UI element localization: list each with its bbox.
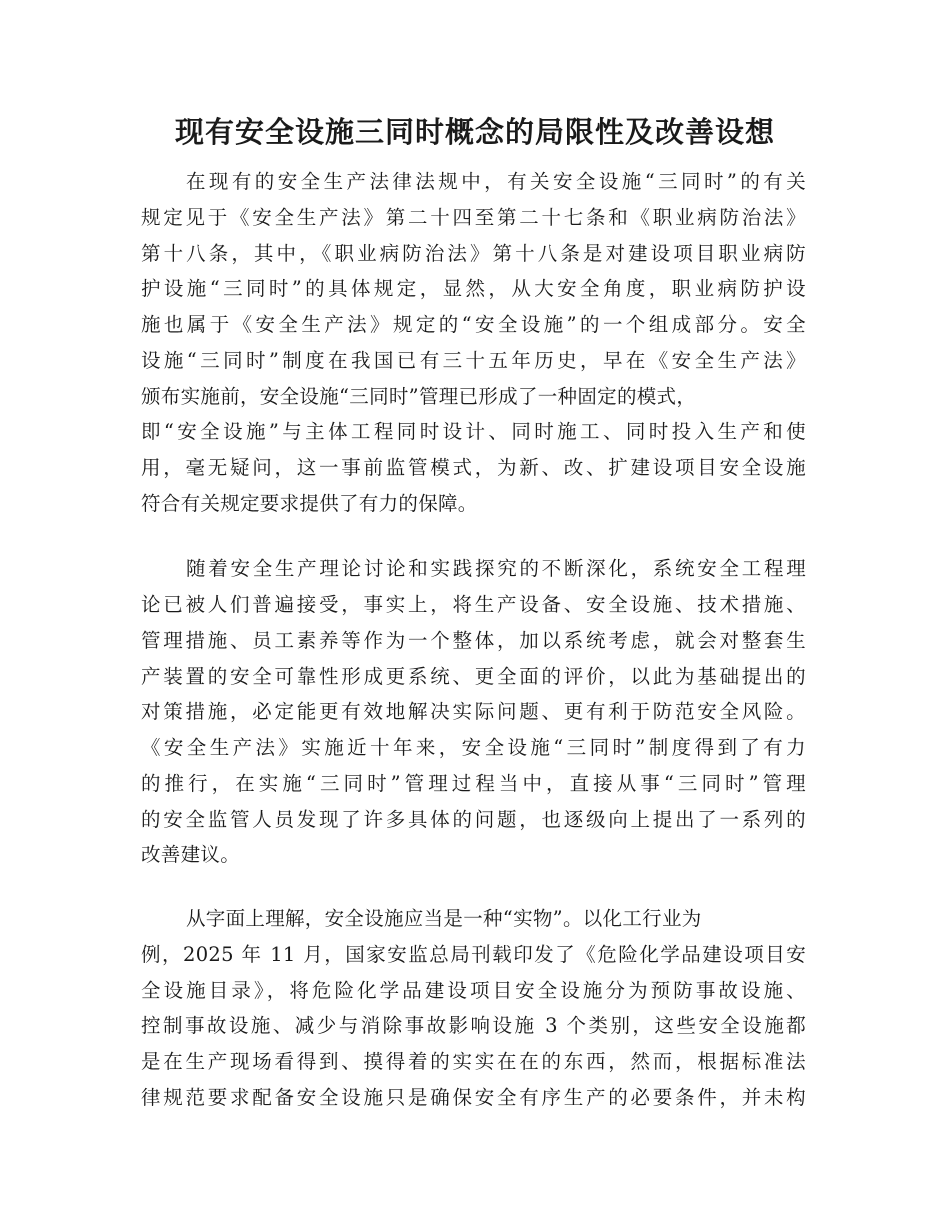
paragraph-3-line-3: 全设施目录》，将危险化学品建设项目安全设施分为预防事故设施、 xyxy=(141,979,806,1002)
paragraph-3-line-2: 例，2025 年 11 月，国家安监总局刊载印发了《危险化学品建设项目安 xyxy=(141,943,806,966)
paragraph-1-line-9: 用，毫无疑问，这一事前监管模式，为新、改、扩建设项目安全设施 xyxy=(141,456,806,479)
paragraph-1-line-10: 符合有关规定要求提供了有力的保障。 xyxy=(141,492,478,515)
paragraph-2-line-8: 的安全监管人员发现了许多具体的问题，也逐级向上提出了一系列的 xyxy=(141,808,806,831)
paragraph-2-line-9: 改善建议。 xyxy=(141,843,241,866)
paragraph-1-line-4: 护设施“三同时”的具体规定，显然，从大安全角度，职业病防护设 xyxy=(141,277,806,300)
paragraph-3-line-1: 从字面上理解，安全设施应当是一种“实物”。以化工行业为 xyxy=(186,907,702,930)
paragraph-1-line-3: 第十八条，其中，《职业病防治法》第十八条是对建设项目职业病防 xyxy=(141,242,806,265)
document-title: 现有安全设施三同时概念的局限性及改善设想 xyxy=(174,115,775,149)
paragraph-1-line-1: 在现有的安全生产法律法规中，有关安全设施“三同时”的有关 xyxy=(186,170,806,193)
paragraph-2-line-3: 管理措施、员工素养等作为一个整体，加以系统考虑，就会对整套生 xyxy=(141,629,806,652)
paragraph-1-line-8: 即“安全设施”与主体工程同时设计、同时施工、同时投入生产和使 xyxy=(141,420,806,443)
paragraph-1-line-2: 规定见于《安全生产法》第二十四至第二十七条和《职业病防治法》 xyxy=(141,206,806,229)
paragraph-3-line-6: 律规范要求配备安全设施只是确保安全有序生产的必要条件，并未构 xyxy=(141,1086,806,1109)
paragraph-3-line-4: 控制事故设施、减少与消除事故影响设施 3 个类别，这些安全设施都 xyxy=(141,1014,806,1037)
paragraph-2-line-5: 对策措施，必定能更有效地解决实际问题、更有利于防范安全风险。 xyxy=(141,700,806,723)
paragraph-2-line-1: 随着安全生产理论讨论和实践探究的不断深化，系统安全工程理 xyxy=(186,557,806,580)
paragraph-1-line-6: 设施“三同时”制度在我国已有三十五年历史，早在《安全生产法》 xyxy=(141,349,806,372)
paragraph-2-line-7: 的推行，在实施“三同时”管理过程当中，直接从事“三同时”管理 xyxy=(141,772,806,795)
paragraph-2-line-6: 《安全生产法》实施近十年来，安全设施“三同时”制度得到了有力 xyxy=(141,736,806,759)
paragraph-1-line-7: 颁布实施前，安全设施“三同时”管理已形成了一种固定的模式， xyxy=(141,385,697,408)
paragraph-1-line-5: 施也属于《安全生产法》规定的“安全设施”的一个组成部分。安全 xyxy=(141,313,806,336)
paragraph-3-line-5: 是在生产现场看得到、摸得着的实实在在的东西，然而，根据标准法 xyxy=(141,1050,806,1073)
paragraph-2-line-2: 论已被人们普遍接受，事实上，将生产设备、安全设施、技术措施、 xyxy=(141,593,806,616)
paragraph-2-line-4: 产装置的安全可靠性形成更系统、更全面的评价，以此为基础提出的 xyxy=(141,665,806,688)
